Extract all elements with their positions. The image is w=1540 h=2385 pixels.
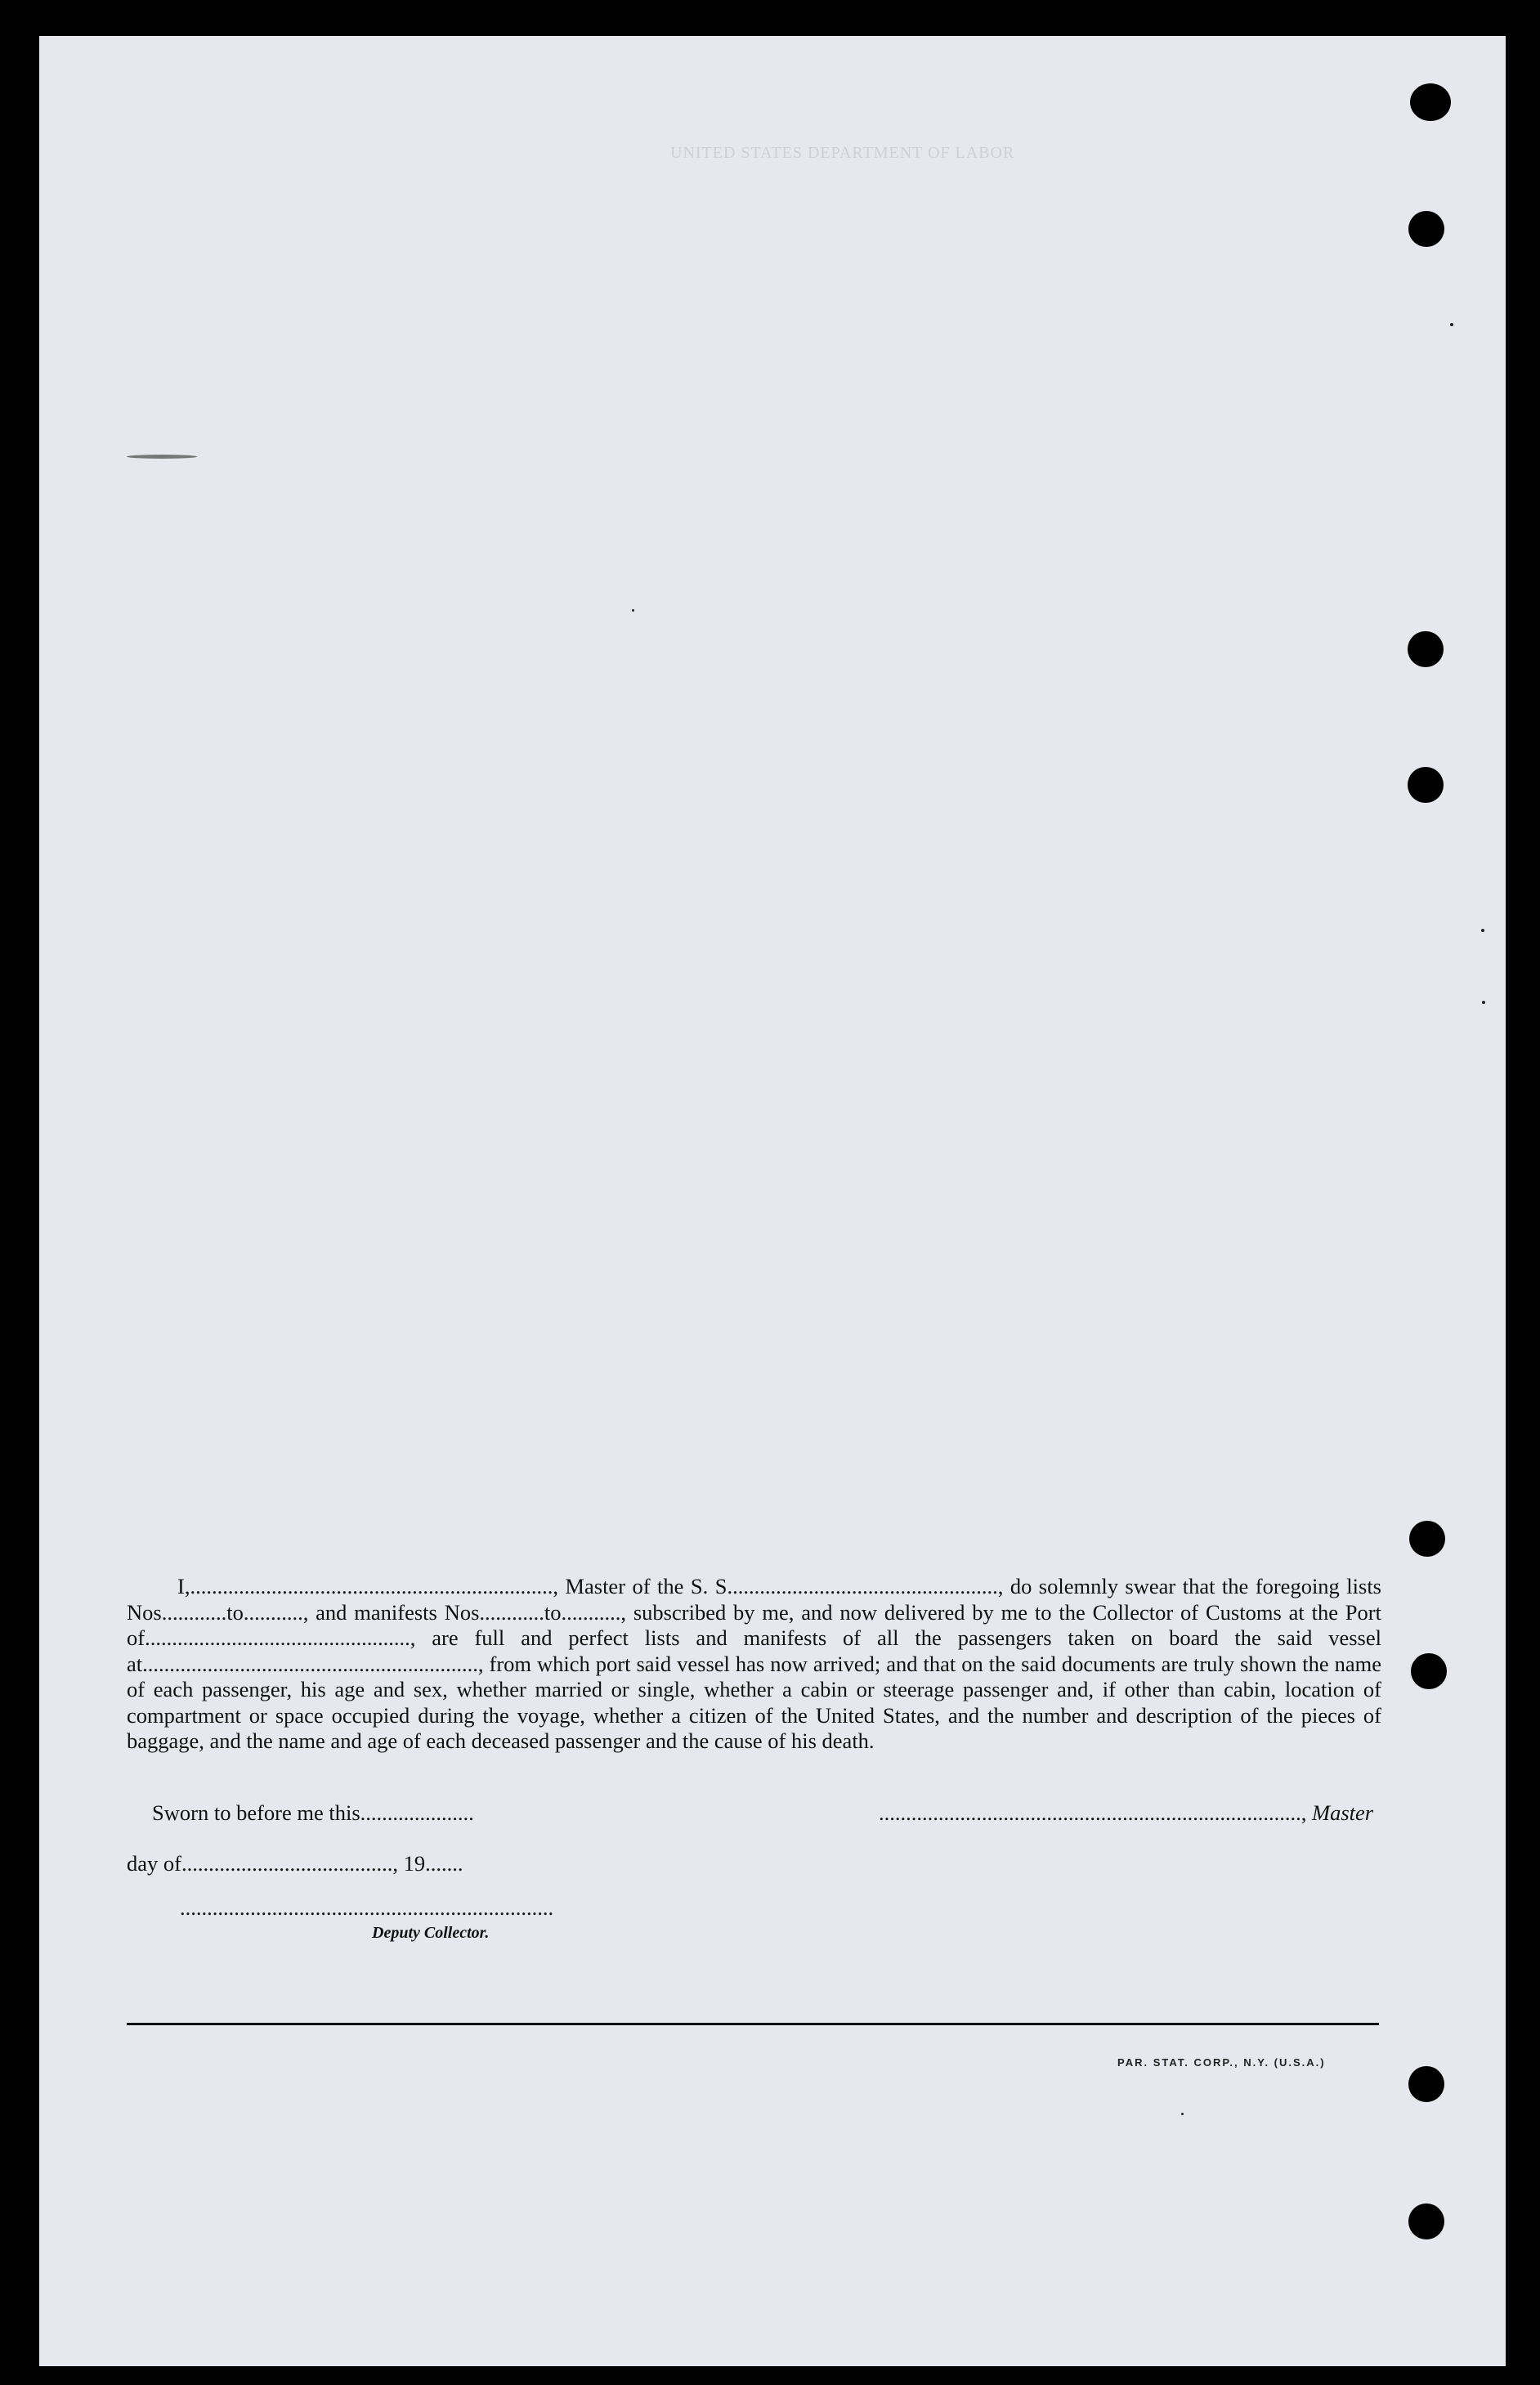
document-page: [39, 36, 1506, 2366]
deputy-collector-label: Deputy Collector.: [372, 1924, 490, 1942]
printer-imprint: PAR. STAT. CORP., N.Y. (U.S.A.): [1117, 2056, 1326, 2069]
deputy-signature-dots: .....................................................................: [180, 1895, 554, 1920]
punch-hole-icon: [1411, 1653, 1447, 1689]
master-signature-dots: ..............................................................................,: [879, 1800, 1307, 1825]
day-of-line: day of......................................., 19.......: [127, 1851, 463, 1876]
sworn-before-line: Sworn to before me this.....................: [152, 1800, 474, 1825]
ink-speck: [1482, 1001, 1485, 1004]
punch-hole-icon: [1408, 767, 1444, 803]
footer-rule: [127, 2023, 1379, 2025]
master-signature-line: [879, 1800, 1373, 1826]
ink-speck: [1481, 929, 1484, 932]
ink-speck: [1450, 323, 1453, 326]
oath-text: I,..................................................................., Master of the S. S.................................................., do solemnly swear that the foregoing lists Nos............to..........., and manifests Nos............to..........., subscribed by me, and now delivered by me to the Collector of Customs at the Port of................................................., are full and perfect lists and manifests of all the passengers taken on board the said vessel at.............................................................., from which port said vessel has now arrived; and that on the said documents are truly shown the name of each passenger, his age and sex, whether married or single, whether a cabin or steerage passenger and, if other than cabin, location of compartment or space occupied during the voyage, whether a citizen of the United States, and the number and description of the pieces of baggage, and the name and age of each deceased passenger and the cause of his death.: [127, 1574, 1381, 1753]
ink-speck: [1181, 2113, 1184, 2115]
punch-hole-icon: [1408, 631, 1444, 667]
master-label: Master: [1306, 1800, 1374, 1825]
punch-hole-icon: [1408, 2066, 1444, 2102]
ink-speck: [127, 455, 197, 459]
punch-hole-icon: [1409, 1521, 1445, 1557]
punch-hole-icon: [1408, 211, 1444, 247]
punch-hole-icon: [1410, 83, 1451, 121]
faint-bleedthrough-header: UNITED STATES DEPARTMENT OF LABOR: [670, 144, 1015, 162]
ink-speck: [632, 609, 634, 612]
oath-paragraph: [127, 1574, 1381, 1755]
punch-hole-icon: [1408, 2203, 1444, 2239]
